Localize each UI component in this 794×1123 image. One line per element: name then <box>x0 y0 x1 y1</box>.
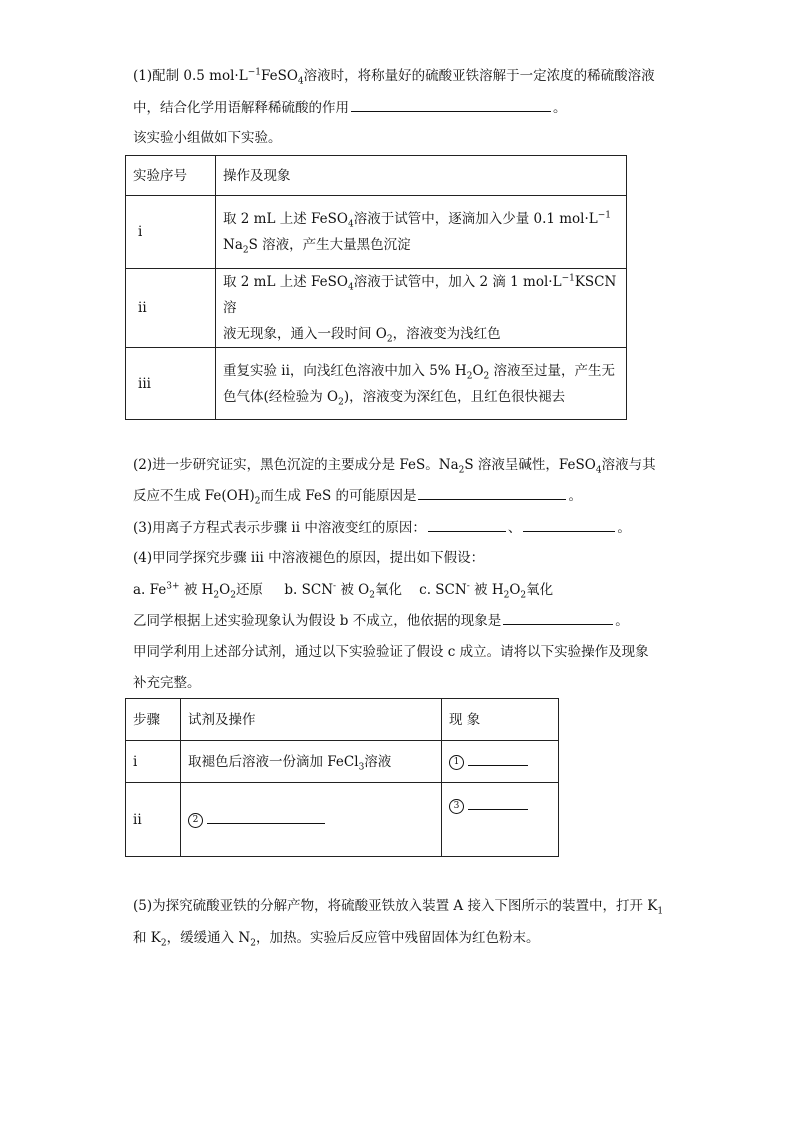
row-id: iii <box>126 348 216 420</box>
q5-line1: (5)为探究硫酸亚铁的分解产物，将硫酸亚铁放入装置 A 接入下图所示的装置中，打开 $K_1$ <box>133 898 664 917</box>
step-observation <box>442 741 559 783</box>
q5-line2: 和 $K_2$，缓缓通入 $N_2$，加热。实验后反应管中残留固体为红色粉末。 <box>133 930 540 949</box>
answer-blank[interactable] <box>468 751 528 766</box>
table-row <box>126 348 627 420</box>
row-id: i <box>126 196 216 269</box>
row-content: 取 2 mL 上述 FeSO$_4$溶液于试管中，逐滴加入少量 0.1 $mol\cdot L^{-1}$ $Na_2S$ 溶液，产生大量黑色沉淀 <box>216 196 627 269</box>
circled-number-2: 2 <box>188 813 203 828</box>
answer-blank[interactable] <box>428 517 506 532</box>
circled-number-1: 1 <box>449 755 464 770</box>
table-header: 现 象 <box>442 699 559 741</box>
circled-number-3: 3 <box>449 799 464 814</box>
row-content: 取 2 mL 上述 FeSO$_4$溶液于试管中，加入 2 滴 1 $mol\cdot L^{-1}KSCN$ 溶 液无现象，通入一段时间 $O_2$，溶液变为浅红色 <box>216 269 627 348</box>
q4-line3: 乙同学根据上述实验现象认为假设 b 不成立，他依据的现象是 。 <box>133 610 629 631</box>
q1-line2: 中，结合化学用语解释稀硫酸的作用 。 <box>133 97 567 118</box>
q1-line3: 该实验小组做如下实验。 <box>133 130 282 146</box>
step-id: i <box>126 741 181 783</box>
table-row <box>126 741 559 783</box>
step-observation <box>442 783 559 857</box>
answer-blank[interactable] <box>523 517 615 532</box>
verification-table <box>125 698 559 857</box>
hypothesis-b: b. SCN- 被 $O_2$氧化 <box>284 581 402 601</box>
row-id: ii <box>126 269 216 348</box>
table-header: 步骤 <box>126 699 181 741</box>
table-row <box>126 269 627 348</box>
step-operation: 取褪色后溶液一份滴加 FeCl$_3$溶液 <box>181 741 442 783</box>
answer-blank[interactable] <box>503 610 613 625</box>
q4-line1: (4)甲同学探究步骤 iii 中溶液褪色的原因，提出如下假设： <box>133 550 485 566</box>
answer-blank[interactable] <box>351 97 551 112</box>
step-id: ii <box>126 783 181 857</box>
q4-line5: 补充完整。 <box>133 675 201 691</box>
q2-line2: 反应不生成 $Fe(OH)_2$而生成 FeS 的可能原因是 。 <box>133 485 582 506</box>
table-header: 操作及现象 <box>216 156 627 196</box>
table-row <box>126 196 627 269</box>
hypothesis-a: a. $Fe^{3+}$ 被 $H_2O_2$还原 <box>133 581 263 601</box>
q2-line1: (2)进一步研究证实，黑色沉淀的主要成分是 FeS。$Na_2S$ 溶液呈碱性，FeSO$_4$溶液与其 <box>133 457 656 476</box>
q4-hypotheses <box>133 580 553 600</box>
q4-line4: 甲同学利用上述部分试剂，通过以下实验验证了假设 c 成立。请将以下实验操作及现象 <box>133 644 649 660</box>
hypothesis-c: c. SCN- 被 $H_2O_2$氧化 <box>419 581 554 601</box>
table-row <box>126 783 559 857</box>
step-operation <box>181 783 442 857</box>
experiment-table <box>125 155 627 420</box>
q3-line: (3)用离子方程式表示步骤 ii 中溶液变红的原因： 、 。 <box>133 517 631 538</box>
table-header: 实验序号 <box>126 156 216 196</box>
answer-blank[interactable] <box>418 485 566 500</box>
table-header-row <box>126 156 627 196</box>
answer-blank[interactable] <box>207 809 325 824</box>
table-header-row <box>126 699 559 741</box>
q1-line1: (1)配制 0.5 $mol\cdot L^{-1}FeSO_4$溶液时，将称量好的硫酸亚铁溶解于一定浓度的稀硫酸溶液 <box>133 67 655 87</box>
table-header: 试剂及操作 <box>181 699 442 741</box>
row-content: 重复实验 ii，向浅红色溶液中加入 5% $H_2O_2$ 溶液至过量，产生无 色气体(经检验为 $O_2$)，溶液变为深红色，且红色很快褪去 <box>216 348 627 420</box>
answer-blank[interactable] <box>468 795 528 810</box>
